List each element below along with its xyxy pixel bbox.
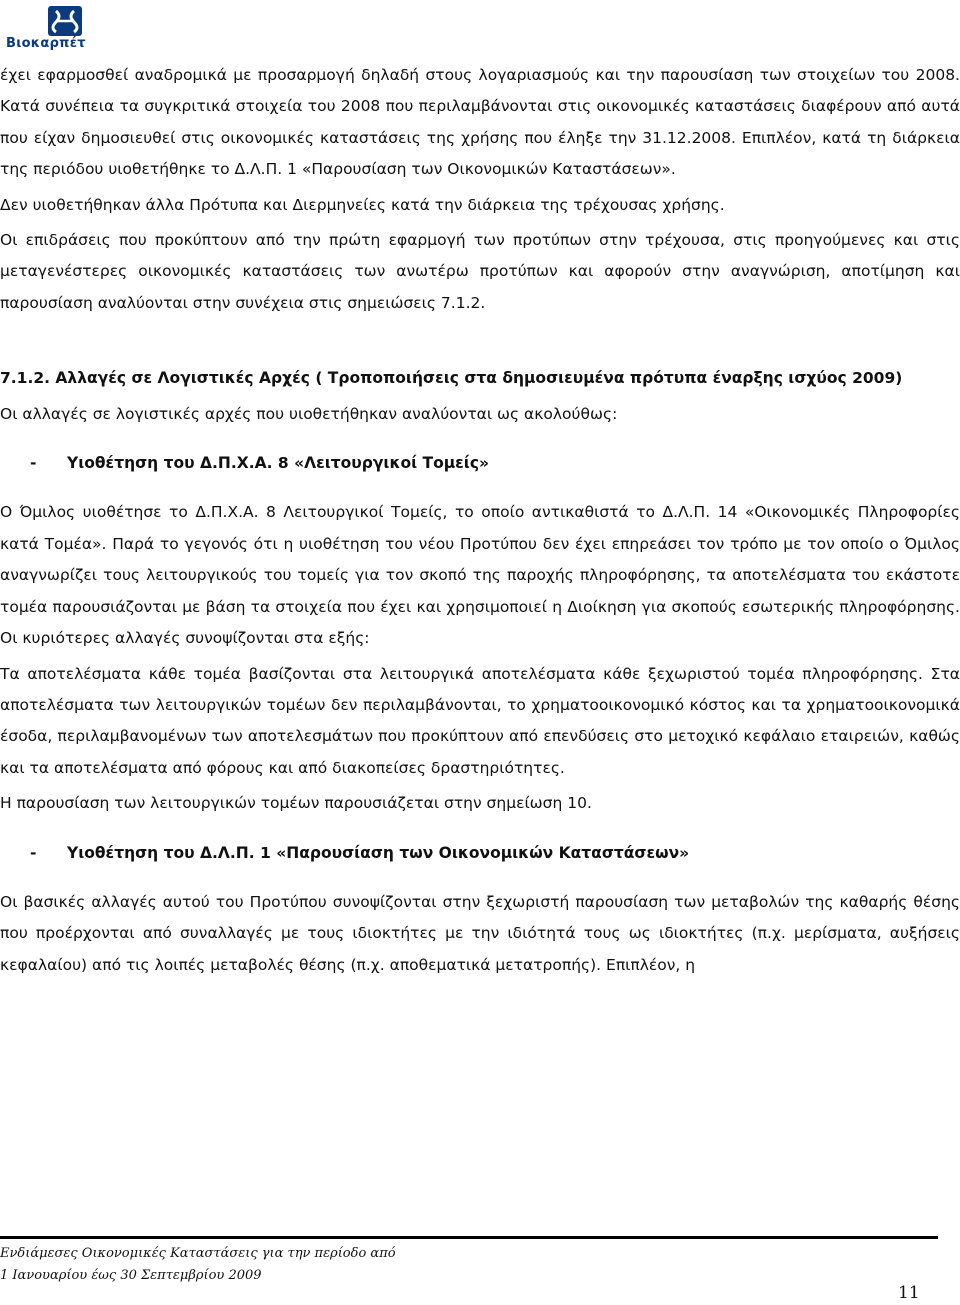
footer-divider: [0, 1236, 938, 1239]
paragraph-segment-results: Τα αποτελέσματα κάθε τομέα βασίζονται στα λειτουργικά αποτελέσματα κάθε ξεχωριστού τομέα πληροφόρησης. Στα αποτελέσματα των λειτουργικών τομέων δεν περιλαμβάνονται, το χρηματοοικονομικό κόστος και τα χρηματοοικονομικά έσοδα, περιλαμβανομένων των αποτελεσμάτων που προκύπτουν από επενδύσεις στο μετοχικό κεφάλαιο εταιρειών, καθώς και τα αποτελέσματα από φόρους και από διακοπείσες δραστηριότητες.: [0, 664, 960, 777]
footer-line-1: Ενδιάμεσες Οικονομικές Καταστάσεις για την περίοδο από: [0, 1246, 396, 1261]
paragraph-ifrs8: Ο Όμιλος υιοθέτησε το Δ.Π.Χ.Α. 8 Λειτουργικοί Τομείς, το οποίο αντικαθιστά το Δ.Λ.Π. 14 «Οικονομικές Πληροφορίες κατά Τομέα». Παρά το γεγονός ότι η υιοθέτηση του νέου Προτύπου δεν έχει επηρεάσει τον τρόπο με τον οποίο ο Όμιλος αναγνωρίζει τους λειτουργικούς του τομείς για τον σκοπό της παροχής πληροφόρησης, τα αποτελέσματα του εκάστοτε τομέα παρουσιάζονται με βάση τα στοιχεία που έχει και χρησιμοποιεί η Διοίκηση για σκοπούς εσωτερικής πληροφόρησης. Οι κυριότερες αλλαγές συνοψίζονται στα εξής:: [0, 503, 960, 648]
paragraph-no-other-standards: Δεν υιοθετήθηκαν άλλα Πρότυπα και Διερμηνείες κατά την διάρκεια της τρέχουσας χρήσης.: [0, 195, 725, 214]
footer-line-2: 1 Ιανουαρίου έως 30 Σεπτεμβρίου 2009: [0, 1268, 262, 1283]
bullet-ifrs8: [0, 448, 960, 479]
bullet-dash: -: [30, 843, 37, 862]
bullet-ias1-text: Υιοθέτηση του Δ.Λ.Π. 1 «Παρουσίαση των Οικονομικών Καταστάσεων»: [67, 843, 690, 862]
paragraph-intro: έχει εφαρμοσθεί αναδρομικά με προσαρμογή δηλαδή στους λογαριασμούς και την παρουσίαση των στοιχείων του 2008. Κατά συνέπεια τα συγκριτικά στοιχεία του 2008 που περιλαμβάνονται στις οικονομικές καταστάσεις διαφέρουν από αυτά που είχαν δημοσιευθεί στις οικονομικές καταστάσεις της χρήσης που έληξε την 31.12.2008. Επιπλέον, κατά τη διάρκεια της περιόδου υιοθετήθηκε το Δ.Λ.Π. 1 «Παρουσίαση των Οικονομικών Καταστάσεων».: [0, 66, 960, 179]
footer: [0, 1243, 396, 1287]
paragraph-changes-intro: Οι αλλαγές σε λογιστικές αρχές που υιοθετήθηκαν αναλύονται ως ακολούθως:: [0, 404, 618, 423]
page-number: 11: [898, 1283, 920, 1303]
logo-text: Βιοκαρπέτ: [6, 36, 86, 51]
bullet-ifrs8-text: Υιοθέτηση του Δ.Π.Χ.Α. 8 «Λειτουργικοί Τομείς»: [67, 454, 490, 473]
paragraph-effects: Οι επιδράσεις που προκύπτουν από την πρώτη εφαρμογή των προτύπων στην τρέχουσα, στις προηγούμενες και στις μεταγενέστερες οικονομικές καταστάσεις των ανωτέρω προτύπων και αφορούν στην αναγνώριση, αποτίμηση και παρουσίαση αναλύονται στην συνέχεια στις σημειώσεις 7.1.2.: [0, 231, 960, 312]
paragraph-segment-note: Η παρουσίαση των λειτουργικών τομέων παρουσιάζεται στην σημείωση 10.: [0, 794, 592, 813]
bullet-dash: -: [30, 454, 37, 473]
bullet-ias1: [0, 838, 960, 869]
document-body: [0, 60, 960, 981]
paragraph-ias1: Οι βασικές αλλαγές αυτού του Προτύπου συνοψίζονται στην ξεχωριστή παρουσίαση των μεταβολών της καθαρής θέσης που προέρχονται από συναλλαγές με τους ιδιοκτήτες με την ιδιότητά τους ως ιδιοκτήτες (π.χ. μερίσματα, αυξήσεις κεφαλαίου) από τις λοιπές μεταβολές θέσης (π.χ. αποθεματικά μετατροπής). Επιπλέον, η: [0, 892, 960, 974]
section-heading: 7.1.2. Αλλαγές σε Λογιστικές Αρχές ( Τροποποιήσεις στα δημοσιευμένα πρότυπα έναρξης ισχύος 2009): [0, 369, 903, 388]
